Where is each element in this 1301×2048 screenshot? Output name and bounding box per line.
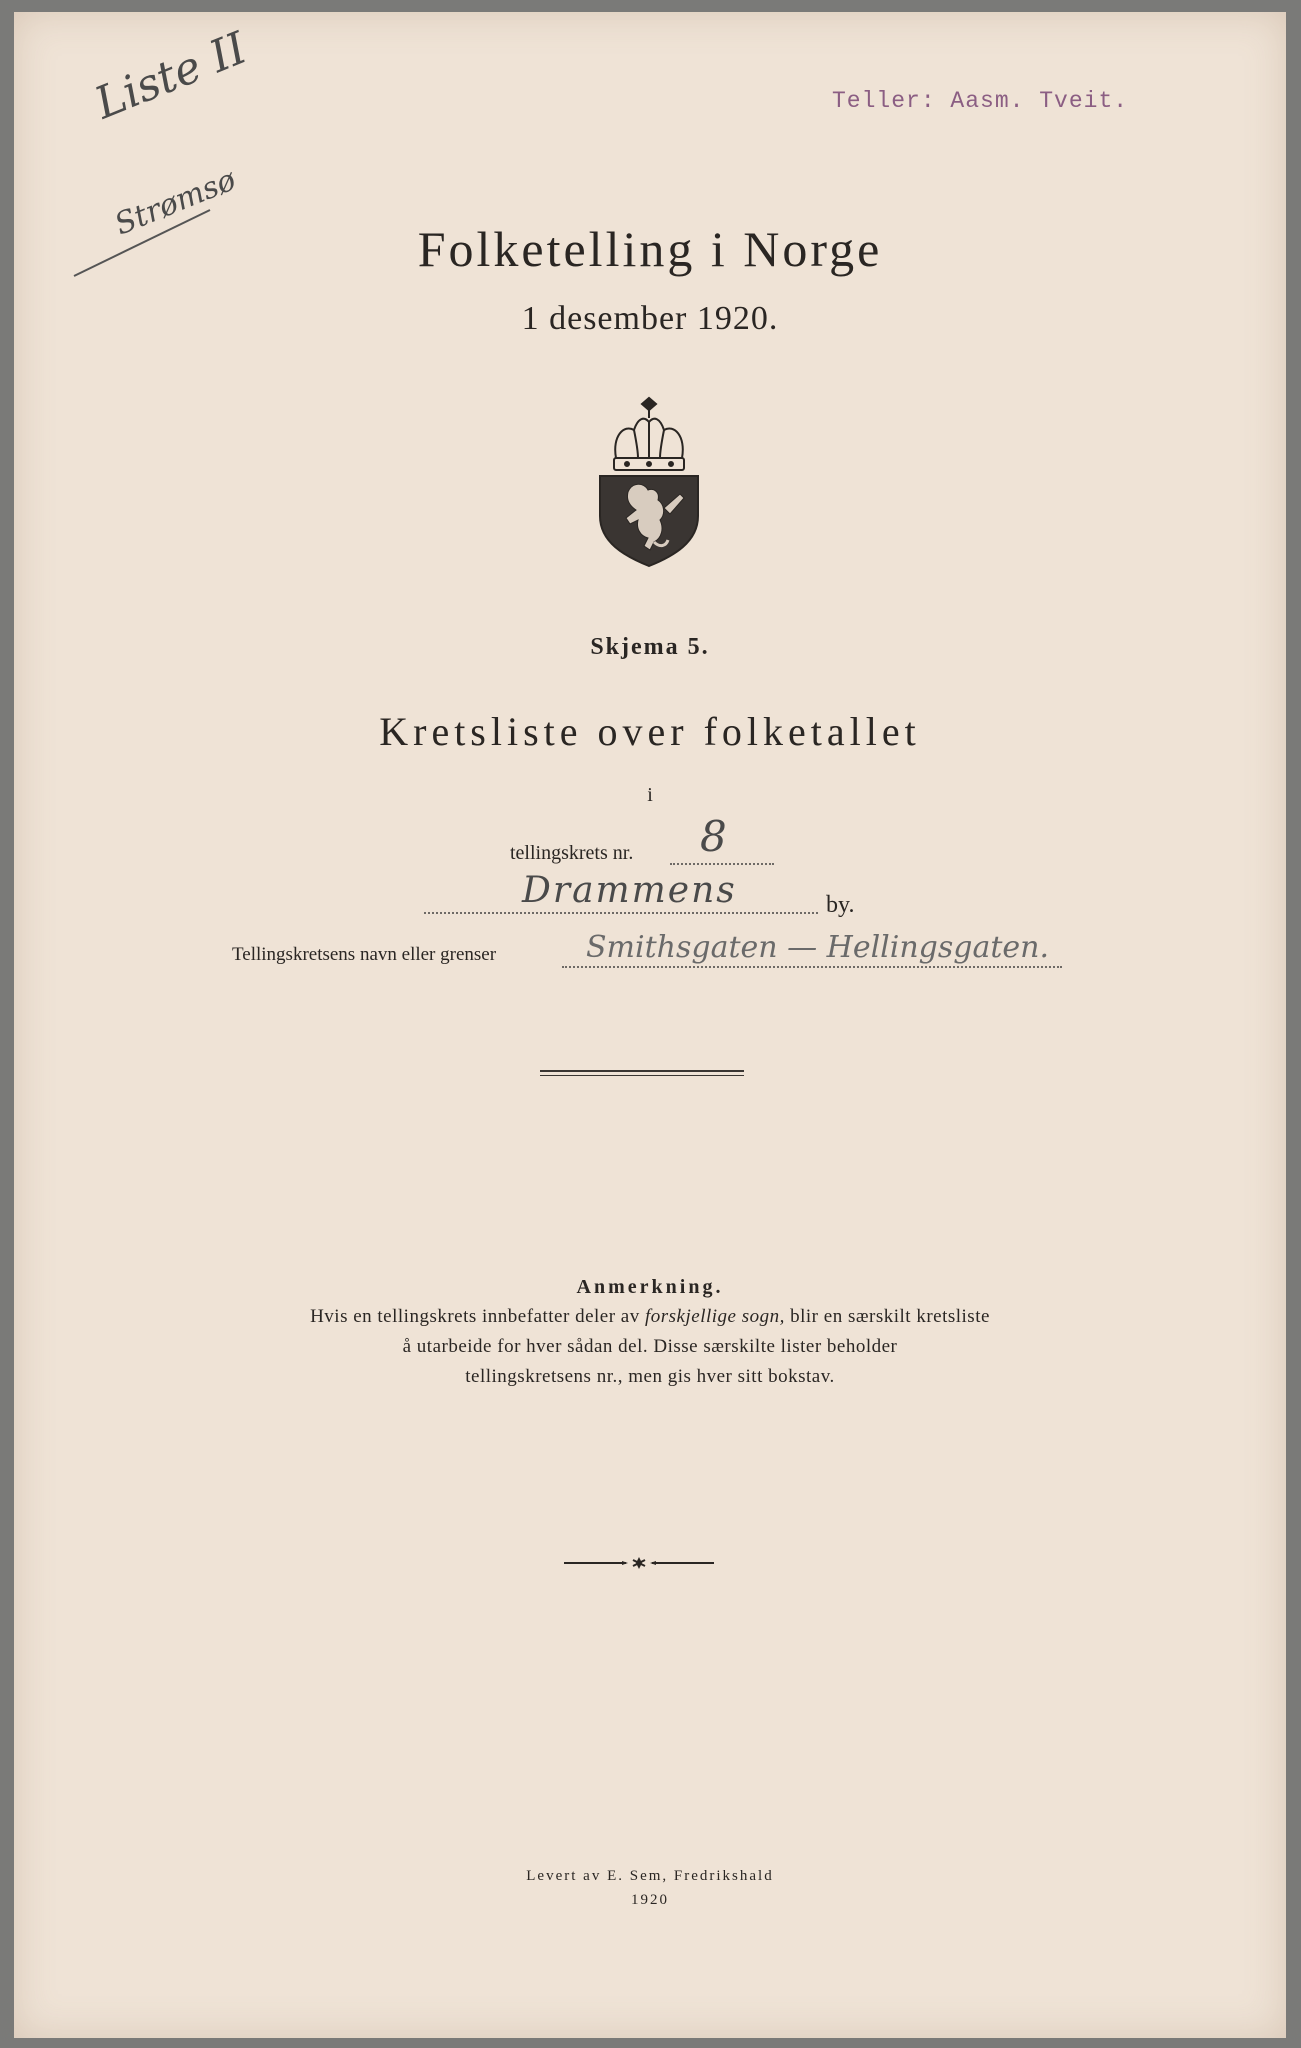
section-divider-thin (540, 1075, 744, 1076)
census-date: 1 desember 1920. (521, 300, 779, 337)
corner-note-line2: Strømsø (110, 162, 241, 243)
note-line-1-emphasis: forskjellige sogn, (644, 1306, 785, 1327)
document-title: Folketelling i Norge (417, 221, 883, 277)
connector-word: i (647, 784, 653, 806)
note-line-2: å utarbeide for hver sådan del. Disse særskilte lister beholder (402, 1336, 898, 1357)
corner-note-line1: Liste II (88, 22, 254, 130)
schema-number: Skjema 5. (590, 634, 710, 660)
note-line-1b: blir en særskilt kretsliste (784, 1306, 990, 1327)
printer-year: 1920 (631, 1892, 669, 1908)
note-heading: Anmerkning. (576, 1276, 724, 1298)
by-dotline (424, 912, 818, 914)
ornament-divider-icon (564, 1556, 714, 1570)
census-form-page (14, 12, 1286, 2038)
form-heading: Kretsliste over folketallet (379, 709, 921, 754)
krets-number-handwritten: 8 (700, 812, 727, 861)
navn-value-handwritten: Smithsgaten — Hellingsgaten. (586, 930, 1050, 965)
navn-label: Tellingskretsens navn eller grenser (232, 944, 497, 965)
krets-label: tellingskrets nr. (510, 842, 634, 864)
norwegian-coat-of-arms-icon (594, 396, 704, 568)
krets-dotline (670, 863, 774, 865)
note-line-1a: Hvis en tellingskrets innbefatter deler av (310, 1306, 645, 1327)
by-label: by. (826, 892, 855, 918)
teller-stamp: Teller: Aasm. Tveit. (832, 88, 1129, 114)
by-name-handwritten: Drammens (522, 870, 737, 911)
note-line-1 (14, 1306, 1286, 1328)
printer-credit: Levert av E. Sem, Fredrikshald (526, 1868, 774, 1884)
navn-dotline (562, 966, 1062, 968)
note-line-3: tellingskretsens nr., men gis hver sitt bokstav. (465, 1366, 835, 1387)
section-divider (540, 1070, 744, 1072)
